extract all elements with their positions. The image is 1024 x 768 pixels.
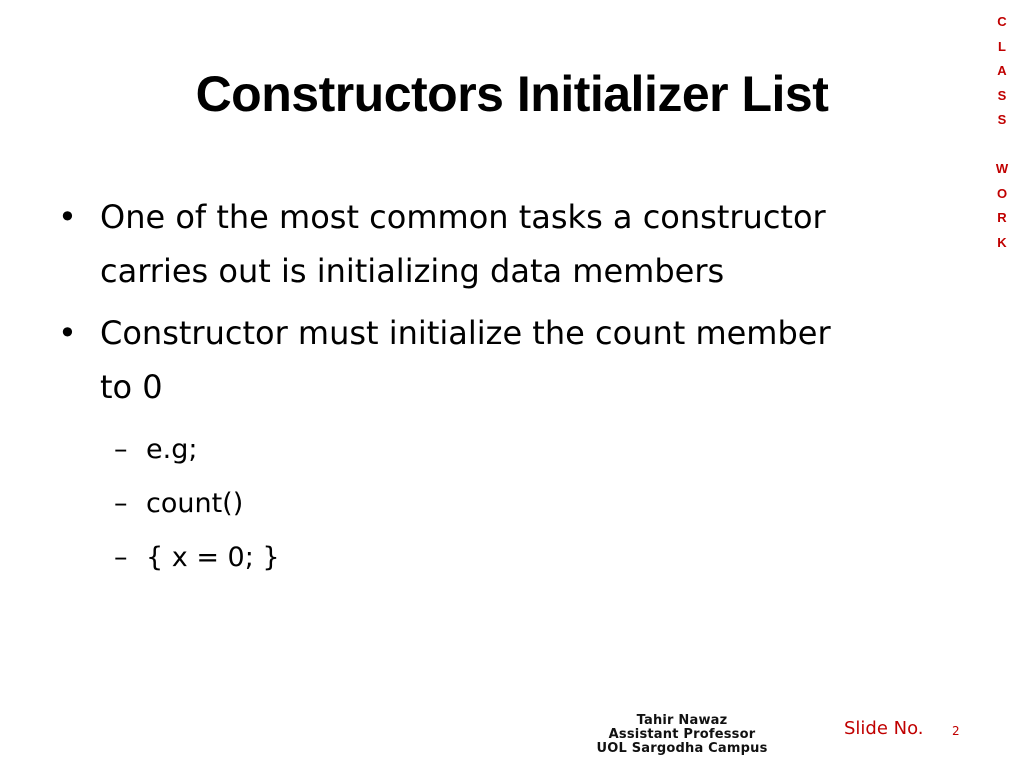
sub-bullet-text: count()	[146, 488, 244, 519]
bullet-line: carries out is initializing data members	[100, 252, 725, 290]
sub-bullet-item	[58, 540, 958, 576]
author-role: Assistant Professor	[608, 727, 756, 742]
side-letter: R	[997, 210, 1007, 225]
side-letter: S	[997, 112, 1007, 127]
author-credit	[574, 714, 790, 756]
author-campus: UOL Sargodha Campus	[596, 741, 768, 756]
slide-body	[58, 190, 958, 576]
sub-bullet-item	[58, 432, 958, 468]
sub-bullet-item	[58, 486, 958, 522]
side-letter: A	[997, 63, 1007, 78]
sub-bullet-marker: –	[114, 488, 128, 519]
class-work-vertical-label	[992, 10, 1012, 255]
side-letter: O	[996, 185, 1008, 201]
sub-bullet-marker: –	[114, 542, 128, 573]
sub-bullet-marker: –	[114, 434, 128, 465]
side-label-gap	[992, 133, 1012, 158]
slide-number: 2	[952, 724, 960, 738]
bullet-line: to 0	[100, 368, 163, 406]
bullet-item	[58, 306, 958, 414]
bullet-line: Constructor must initialize the count member	[100, 314, 831, 352]
side-letter: W	[995, 161, 1009, 176]
side-letter: S	[997, 87, 1007, 103]
bullet-line: One of the most common tasks a constructor	[100, 198, 826, 236]
author-name: Tahir Nawaz	[636, 713, 728, 728]
side-letter: C	[997, 14, 1007, 29]
side-letter: L	[998, 38, 1006, 54]
bullet-item	[58, 190, 958, 298]
bullet-marker: •	[58, 198, 77, 236]
side-letter: K	[997, 234, 1007, 250]
slide-title: Constructors Initializer List	[195, 66, 829, 122]
bullet-marker: •	[58, 314, 77, 352]
sub-bullet-text: { x = 0; }	[146, 542, 280, 573]
slide-number-label: Slide No.	[844, 718, 924, 739]
sub-bullet-text: e.g;	[146, 434, 198, 465]
